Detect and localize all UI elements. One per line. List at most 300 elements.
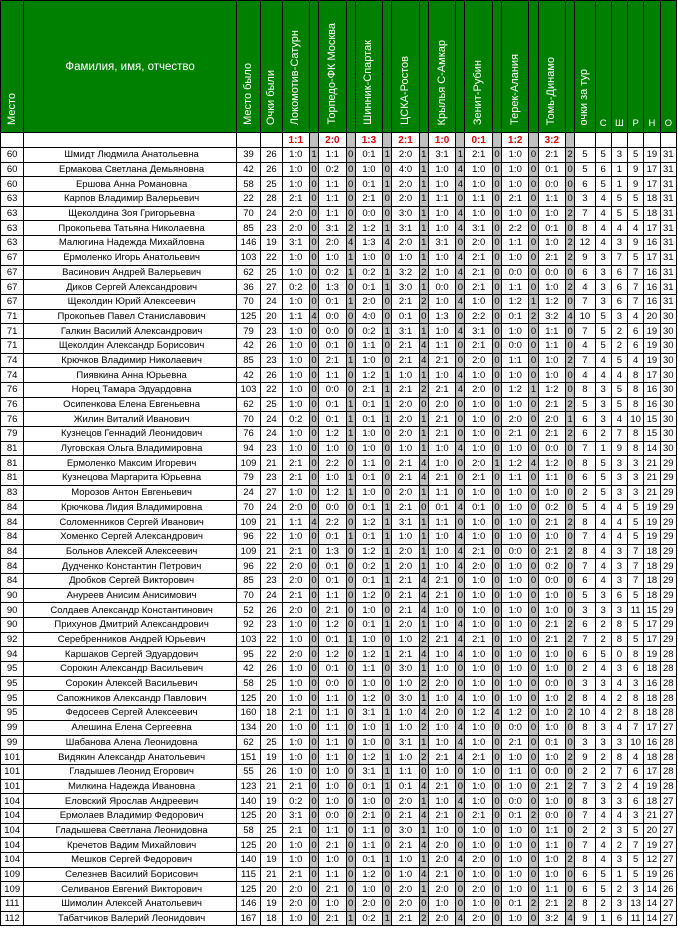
prediction-points-cell: 0 [530,780,537,792]
prediction-cell: 2:0 [392,148,419,163]
prediction-cell: 1:0 [538,353,565,368]
prediction-points-cell: 0 [494,487,500,499]
prediction-cell: 1:0 [465,485,492,500]
stat-cell: 2 [595,427,611,442]
prediction-cell: 1:1 [319,720,346,735]
table-row [1,911,677,926]
prediction-points-cell: 0 [567,722,573,734]
prediction-points-cell: 0 [494,369,500,381]
prediction-cell: 1:0 [428,368,455,383]
points-were-cell: 24 [261,412,282,427]
prediction-points-cell: 2 [421,722,427,734]
place-cell: 60 [1,177,24,192]
prediction-points-cell: 0 [311,545,317,557]
stat-cell: 3 [595,294,611,309]
stat-cell: 3 [611,897,627,912]
prediction-cell: 2:1 [538,897,565,912]
prediction-cell: 1:0 [502,647,529,662]
tour-points-cell: 7 [575,294,595,309]
prediction-points-cell: 0 [494,164,500,176]
prediction-points-cell: 0 [348,604,354,616]
prediction-points-cell: 0 [384,883,390,895]
prediction-cell: 1:1 [319,706,346,721]
stat-cell: 3 [611,485,627,500]
prediction-cell: 1:1 [319,368,346,383]
prediction-cell: 2:1 [282,456,309,471]
stat-cell: 21 [644,808,660,823]
stat-cell: 16 [644,383,660,398]
stat-cell: 3 [628,882,644,897]
stat-cell: 27 [660,823,676,838]
prediction-points-cell: 0 [457,193,464,205]
stat-cell: 2 [595,750,611,765]
prediction-points-cell: 4 [457,722,464,734]
prediction-cell: 1:0 [538,720,565,735]
prediction-cell: 1:1 [502,280,529,295]
stat-cell: 2 [611,838,627,853]
prediction-cell: 1:0 [538,662,565,677]
stat-cell: 27 [660,720,676,735]
prediction-points-cell: 0 [348,795,354,807]
place-cell: 67 [1,294,24,309]
prediction-points-cell: 4 [348,237,354,249]
tour-points-cell: 8 [575,544,595,559]
prediction-cell: 1:0 [465,691,492,706]
prediction-points-cell: 0 [494,501,500,513]
stat-cell: 8 [628,441,644,456]
points-were-cell: 27 [261,485,282,500]
prediction-points-cell: 1 [348,428,354,440]
stat-cell: 30 [660,427,676,442]
stat-cell: 8 [611,618,627,633]
prediction-points-cell: 0 [530,589,537,601]
prediction-points-cell: 4 [457,501,464,513]
stat-cell: 17 [644,632,660,647]
prediction-points-cell: 0 [457,780,464,792]
stat-cell: 3 [628,808,644,823]
stat-cell: 3 [611,456,627,471]
prediction-cell: 1:2 [502,294,529,309]
points-were-cell: 24 [261,500,282,515]
stat-cell: 4 [611,720,627,735]
stat-cell: 3 [611,559,627,574]
prediction-cell: 2:1 [319,882,346,897]
prediction-cell: 2:0 [392,236,419,251]
prediction-points-cell: 2 [567,898,573,910]
tour-points-cell: 5 [575,588,595,603]
prediction-points-cell: 0 [530,193,537,205]
stat-cell: 29 [660,515,676,530]
stat-cell: 19 [644,515,660,530]
stat-cell: 31 [660,192,676,207]
tour-points-cell: 8 [575,691,595,706]
stat-cell: 4 [628,353,644,368]
prediction-points-cell: 0 [348,824,354,836]
place-cell: 104 [1,823,24,838]
stat-cell: 3 [595,794,611,809]
stat-cell: 19 [644,324,660,339]
name-cell: Мешков Сергей Федорович [24,853,236,868]
stat-cell: 7 [628,559,644,574]
prediction-points-cell: 4 [421,457,427,469]
prev-place-cell: 125 [236,838,260,853]
stat-cell: 5 [595,177,611,192]
prediction-cell: 2:0 [392,177,419,192]
prediction-cell: 1:0 [282,838,309,853]
prediction-cell: 0:0 [538,573,565,588]
place-cell: 63 [1,221,24,236]
name-cell: Шмидт Людмила Анатольевна [24,148,236,163]
prediction-points-cell: 1 [384,369,390,381]
prediction-points-cell: 0 [384,869,390,881]
table-row [1,676,677,691]
stat-cell: 19 [644,867,660,882]
prediction-cell: 1:1 [319,148,346,163]
stat-cell: 15 [644,427,660,442]
prediction-points-cell: 0 [494,252,500,264]
table-row [1,368,677,383]
prediction-cell: 1:0 [319,794,346,809]
prediction-cell: 2:1 [392,911,419,926]
prediction-cell: 1:1 [538,823,565,838]
stat-cell: 19 [644,529,660,544]
stat-cell: 14 [644,882,660,897]
prediction-points-cell: 0 [384,692,390,704]
stat-cell: 11 [628,603,644,618]
prediction-points-cell: 0 [348,780,354,792]
prediction-cell: 1:0 [319,441,346,456]
prediction-points-cell: 0 [494,545,500,557]
stat-cell: 2 [611,338,627,353]
stat-cell: 27 [660,853,676,868]
prediction-cell: 2:0 [282,573,309,588]
stat-cell: 3 [595,720,611,735]
name-cell: Малюгина Надежда Михайловна [24,236,236,251]
prediction-points-cell: 0 [384,736,390,748]
prediction-points-cell: 4 [421,354,427,366]
prediction-points-cell: 0 [494,443,500,455]
table-row [1,338,677,353]
stat-cell: 4 [595,691,611,706]
stat-cell: 17 [644,221,660,236]
stat-cell: 3 [595,412,611,427]
prediction-cell: 0:1 [392,309,419,324]
prediction-points-cell: 0 [567,795,573,807]
prediction-points-cell: 0 [457,354,464,366]
prediction-cell: 1:2 [538,294,565,309]
points-were-cell: 21 [261,456,282,471]
prediction-cell: 2:1 [392,573,419,588]
prediction-cell: 1:0 [465,779,492,794]
prediction-points-cell: 0 [567,648,573,660]
stat-cell: 5 [595,324,611,339]
prediction-cell: 1:0 [502,485,529,500]
table-row [1,280,677,295]
stat-cell: 12 [644,853,660,868]
prediction-cell: 0:1 [319,412,346,427]
prediction-cell: 0:1 [355,471,382,486]
prediction-cell: 0:1 [319,573,346,588]
stat-cell: 18 [644,573,660,588]
stat-cell: 28 [660,662,676,677]
points-were-cell: 24 [261,294,282,309]
prediction-points-cell: 0 [530,883,537,895]
stat-cell: 9 [611,441,627,456]
prediction-points-cell: 0 [530,575,537,587]
stat-cell: 0 [611,647,627,662]
prediction-cell: 1:2 [355,368,382,383]
prediction-cell: 1:3 [355,236,382,251]
stat-cell: 16 [644,735,660,750]
prediction-points-cell: 0 [494,795,500,807]
table-row [1,500,677,515]
prev-place-cell: 22 [236,192,260,207]
stat-cell: 8 [611,632,627,647]
prediction-cell: 1:0 [282,853,309,868]
points-were-cell: 26 [261,764,282,779]
tour-points-cell: 4 [575,338,595,353]
prediction-cell: 1:0 [355,794,382,809]
prediction-cell: 1:1 [355,456,382,471]
prediction-cell: 3:2 [392,265,419,280]
place-cell: 84 [1,559,24,574]
prev-place-cell: 125 [236,882,260,897]
stat-cell: 10 [628,735,644,750]
prediction-cell: 1:0 [502,500,529,515]
prediction-points-cell: 4 [384,237,390,249]
match-result: 3:2 [538,133,565,148]
prediction-cell: 1:0 [502,632,529,647]
prediction-cell: 1:0 [392,867,419,882]
prediction-cell: 1:0 [282,250,309,265]
stat-cell: 5 [611,383,627,398]
prediction-cell: 1:0 [502,397,529,412]
prediction-cell: 1:2 [355,221,382,236]
stat-cell: 4 [595,706,611,721]
stat-cell: 4 [628,221,644,236]
prediction-points-cell: 0 [348,281,354,293]
stat-cell: 5 [628,192,644,207]
stat-cell: 1 [611,867,627,882]
prediction-points-cell: 4 [421,340,427,352]
prediction-points-cell: 1 [348,266,354,278]
prediction-cell: 1:0 [538,647,565,662]
stat-cell: 30 [660,368,676,383]
prediction-cell: 1:0 [502,750,529,765]
prediction-points-cell: 0 [311,413,317,425]
stat-cell: 27 [660,838,676,853]
prediction-points-cell: 0 [457,663,464,675]
stat-cell: 4 [595,500,611,515]
place-cell: 90 [1,603,24,618]
stat-cell: 7 [628,294,644,309]
prediction-points-cell: 0 [530,399,537,411]
prediction-cell: 1:0 [465,603,492,618]
stat-cell: 16 [644,397,660,412]
tour-points-cell: 7 [575,838,595,853]
points-were-cell: 19 [261,236,282,251]
prediction-points-cell: 0 [530,266,537,278]
tour-points-cell: 9 [575,911,595,926]
prediction-cell: 2:1 [428,867,455,882]
table-row [1,838,677,853]
prediction-cell: 2:1 [392,603,419,618]
prev-place-cell: 39 [236,148,260,163]
prediction-cell: 0:2 [282,794,309,809]
stat-cell: 21 [644,485,660,500]
prediction-cell: 0:1 [502,808,529,823]
prediction-points-cell: 0 [348,516,354,528]
table-row [1,779,677,794]
prediction-cell: 1:0 [502,882,529,897]
points-were-cell: 23 [261,221,282,236]
name-cell: Больнов Алексей Алексеевич [24,544,236,559]
prediction-points-cell: 1 [530,296,537,308]
stat-cell: 3 [611,573,627,588]
prediction-points-cell: 1 [421,428,427,440]
prediction-cell: 1:0 [465,397,492,412]
prediction-cell: 2:1 [465,544,492,559]
stat-cell: 29 [660,529,676,544]
prediction-cell: 1:2 [319,618,346,633]
stat-cell: 6 [628,324,644,339]
prediction-cell: 2:0 [355,897,382,912]
prediction-points-cell: 0 [384,634,390,646]
prediction-cell: 3:0 [392,206,419,221]
prediction-points-cell: 0 [530,678,537,690]
stat-cell: 5 [611,353,627,368]
prediction-points-cell: 0 [494,692,500,704]
prediction-cell: 1:0 [319,897,346,912]
prediction-points-cell: 0 [311,325,317,337]
table-row [1,588,677,603]
prediction-cell: 0:0 [502,794,529,809]
prediction-cell: 1:1 [319,823,346,838]
prev-place-cell: 103 [236,632,260,647]
tour-points-cell: 5 [575,148,595,163]
prediction-points-cell: 1 [348,296,354,308]
prediction-cell: 3:1 [465,221,492,236]
prediction-points-cell: 0 [494,531,500,543]
points-were-cell: 23 [261,441,282,456]
table-row [1,544,677,559]
stat-cell: 4 [595,221,611,236]
prev-place-cell: 96 [236,529,260,544]
prediction-points-cell: 4 [567,913,573,925]
prediction-points-cell: 0 [311,751,317,763]
prediction-cell: 1:1 [319,867,346,882]
prediction-cell: 3:2 [538,911,565,926]
prediction-cell: 2:1 [355,383,382,398]
name-cell: Осипенкова Елена Евгеньевна [24,397,236,412]
prediction-cell: 1:0 [392,706,419,721]
points-were-cell: 24 [261,427,282,442]
prediction-points-cell: 0 [530,545,537,557]
place-cell: 67 [1,280,24,295]
prediction-cell: 2:0 [465,353,492,368]
prev-place-header: Место было [236,1,260,133]
stat-cell: 18 [644,662,660,677]
prediction-points-cell: 1 [421,531,427,543]
prediction-points-cell: 1 [421,222,427,234]
stat-cell: 31 [660,177,676,192]
table-row [1,764,677,779]
stat-cell: 31 [660,294,676,309]
stat-cell: 3 [595,265,611,280]
prediction-cell: 1:0 [282,265,309,280]
prediction-cell: 2:1 [538,250,565,265]
prediction-cell: 1:1 [319,177,346,192]
prediction-cell: 1:0 [282,618,309,633]
stat-cell: 17 [644,618,660,633]
prediction-points-cell: 1 [384,648,390,660]
stat-cell: 8 [628,397,644,412]
prediction-cell: 1:2 [355,588,382,603]
tour-points-cell: 5 [575,500,595,515]
table-row [1,427,677,442]
prediction-points-cell: 1 [421,281,427,293]
prediction-cell: 2:1 [538,397,565,412]
prediction-cell: 1:0 [465,206,492,221]
name-cell: Милкина Надежда Ивановна [24,779,236,794]
prediction-cell: 1:2 [319,485,346,500]
prediction-points-cell: 1 [421,164,427,176]
points-were-cell: 23 [261,618,282,633]
prediction-points-cell: 0 [530,619,537,631]
stat-cell: 1 [595,441,611,456]
stat-cell: 5 [628,250,644,265]
prediction-cell: 1:0 [282,529,309,544]
match-header: Терек-Алания [502,1,529,133]
prediction-cell: 2:1 [428,573,455,588]
prediction-cell: 0:1 [355,853,382,868]
stat-cell: 2 [611,882,627,897]
place-cell: 63 [1,206,24,221]
prediction-cell: 1:1 [355,838,382,853]
prediction-points-cell: 2 [530,898,537,910]
prediction-cell: 1:0 [538,368,565,383]
name-cell: Еловский Ярослав Андреевич [24,794,236,809]
name-cell: Сапожников Александр Павлович [24,691,236,706]
prediction-cell: 1:0 [465,647,492,662]
points-were-cell: 26 [261,603,282,618]
prediction-points-cell: 0 [494,604,500,616]
prediction-points-cell: 2 [421,266,427,278]
prediction-points-cell: 0 [567,472,573,484]
name-cell: Хоменко Сергей Александрович [24,529,236,544]
prediction-points-cell: 1 [384,516,390,528]
prediction-points-cell: 0 [311,252,317,264]
prediction-cell: 1:0 [282,735,309,750]
table-row [1,632,677,647]
prediction-cell: 0:1 [355,779,382,794]
prev-place-cell: 167 [236,911,260,926]
name-cell: Гладышева Светлана Леонидовна [24,823,236,838]
tour-points-cell: 7 [575,779,595,794]
stat-cell: 8 [628,368,644,383]
prediction-points-cell: 0 [494,736,500,748]
prediction-cell: 2:0 [282,500,309,515]
prev-place-cell: 70 [236,294,260,309]
prev-place-cell: 70 [236,412,260,427]
table-row [1,559,677,574]
prediction-cell: 1:0 [502,779,529,794]
table-row [1,250,677,265]
prediction-points-cell: 0 [530,325,537,337]
prediction-cell: 0:1 [319,559,346,574]
prediction-cell: 1:1 [355,338,382,353]
prev-place-cell: 125 [236,691,260,706]
